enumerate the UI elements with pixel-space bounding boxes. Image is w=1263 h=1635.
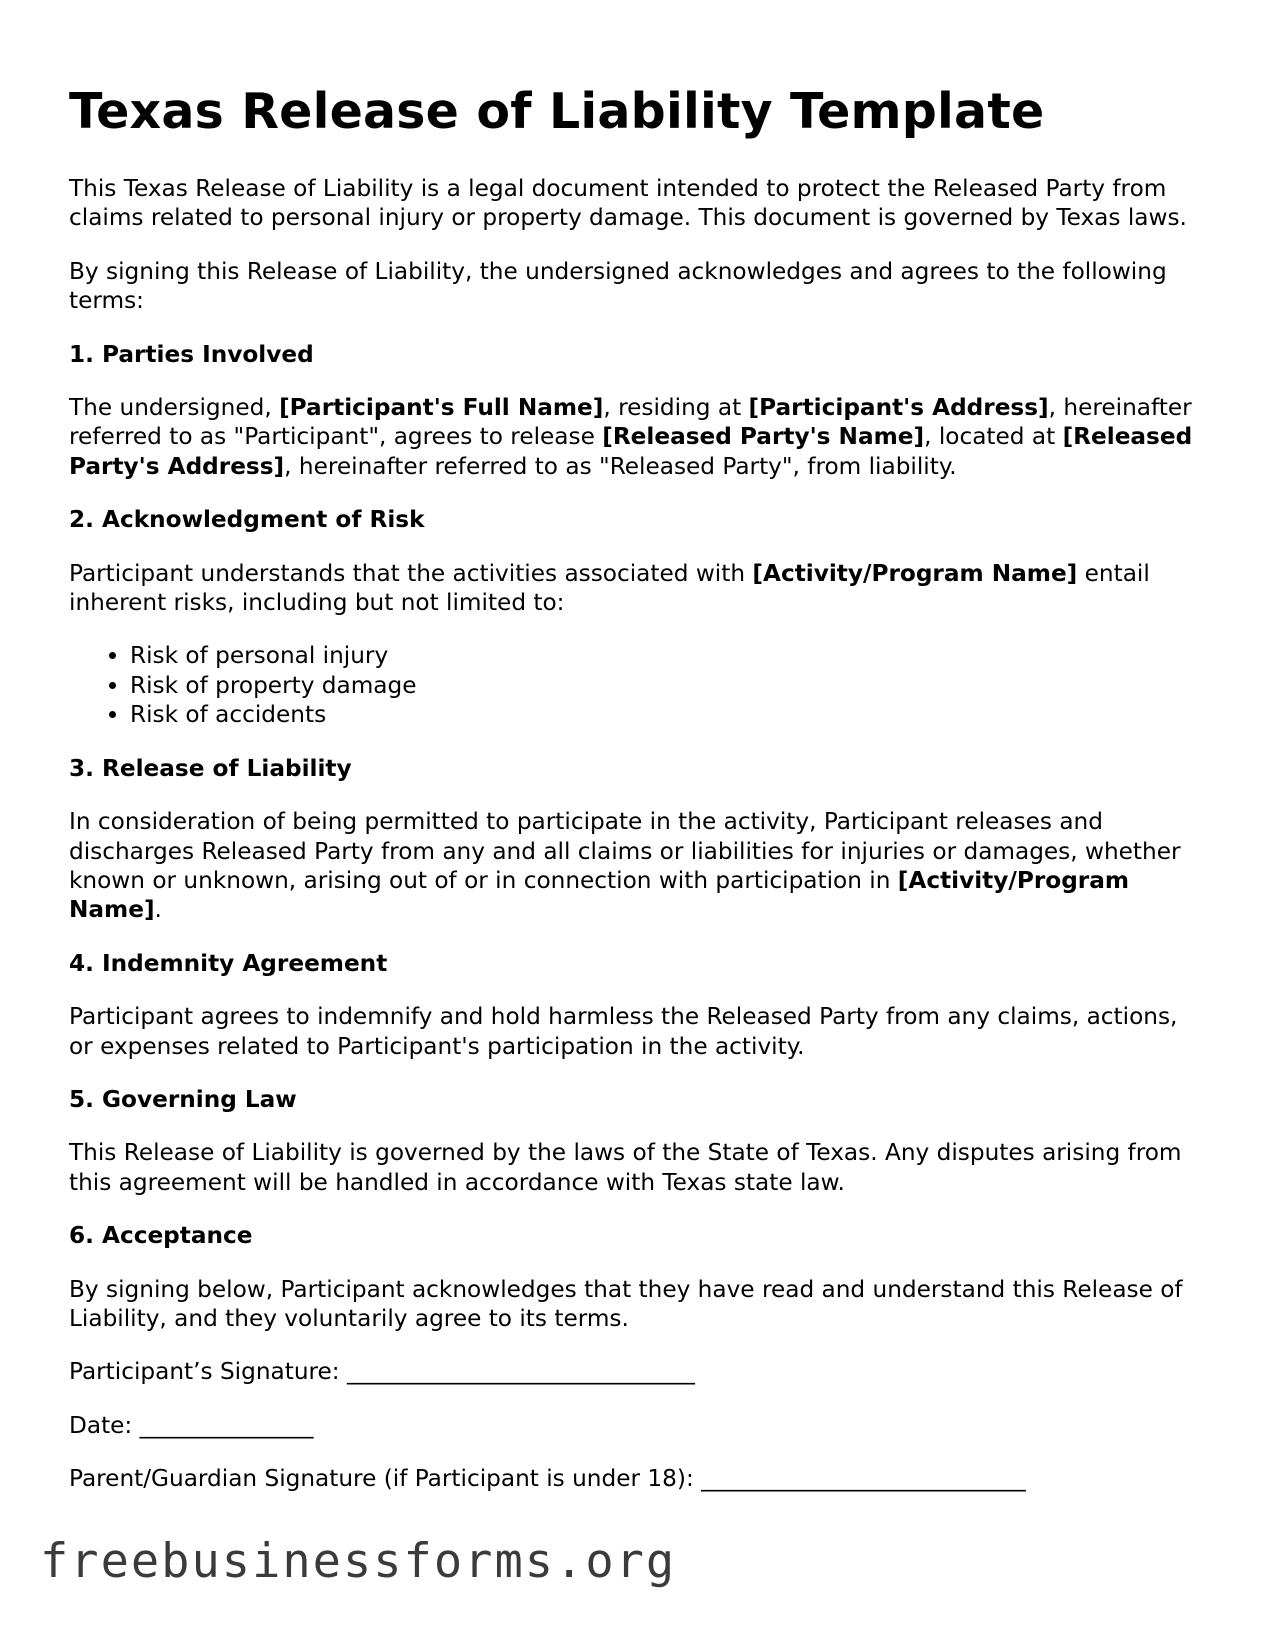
- participant-signature-line[interactable]: Participant’s Signature: ______________________________: [69, 1358, 695, 1386]
- release-paragraph: In consideration of being permitted to participate in the activity, Participant releases and discharges Released Party from any and all claims or liabilities for injuries or damages, whether known or unknown, arising out of or in connection with participation in [Activity/Program Name].: [69, 808, 1181, 924]
- section-heading: 3. Release of Liability: [69, 754, 352, 782]
- section-indemnity-agreement: [69, 949, 1199, 1061]
- indemnity-paragraph: Participant agrees to indemnify and hold harmless the Released Party from any claims, actions, or expenses related to Participant's participation in the activity.: [69, 1003, 1178, 1060]
- guardian-signature-line[interactable]: Parent/Guardian Signature (if Participant is under 18): ____________________________: [69, 1465, 1026, 1493]
- parties-paragraph: The undersigned, [Participant's Full Name], residing at [Participant's Address], hereinafter referred to as "Participant", agrees to release [Released Party's Name], located at [Released Party's Address], hereinafter referred to as "Released Party", from liability.: [69, 394, 1193, 480]
- section-heading: 1. Parties Involved: [69, 340, 314, 368]
- released-party-name-placeholder: [Released Party's Name]: [602, 423, 925, 451]
- activity-name-placeholder: [Activity/Program Name]: [752, 559, 1078, 587]
- acceptance-paragraph: By signing below, Participant acknowledges that they have read and understand this Release of Liability, and they voluntarily agree to its terms.: [69, 1275, 1183, 1332]
- agreement-lead-paragraph: By signing this Release of Liability, the undersigned acknowledges and agrees to the following terms:: [69, 257, 1167, 315]
- governing-law-paragraph: This Release of Liability is governed by the laws of the State of Texas. Any disputes arising from this agreement will be handled in accordance with Texas state law.: [69, 1139, 1182, 1196]
- released-party-address-placeholder: [Released Party's Address]: [69, 423, 1193, 480]
- section-acknowledgment-of-risk: [69, 505, 1199, 729]
- section-parties-involved: [69, 340, 1199, 482]
- activity-name-placeholder: [Activity/Program Name]: [69, 866, 1130, 924]
- risk-paragraph: Participant understands that the activities associated with [Activity/Program Name] entail inherent risks, including but not limited to:: [69, 559, 1150, 617]
- signature-block: [69, 1357, 1199, 1493]
- document-page: [69, 84, 1199, 1518]
- intro-paragraph: This Texas Release of Liability is a legal document intended to protect the Released Party from claims related to personal injury or property damage. This document is governed by Texas laws.: [69, 175, 1187, 232]
- section-acceptance: [69, 1221, 1199, 1333]
- document-title: Texas Release of Liability Template: [69, 83, 1045, 140]
- list-item: • Risk of property damage: [130, 671, 1199, 700]
- risk-list: [69, 641, 1199, 729]
- participant-name-placeholder: [Participant's Full Name]: [279, 394, 604, 422]
- list-item: • Risk of accidents: [130, 700, 1199, 729]
- watermark: freebusinessforms.org: [40, 1534, 677, 1589]
- participant-address-placeholder: [Participant's Address]: [748, 394, 1049, 422]
- date-line[interactable]: Date: _______________: [69, 1411, 314, 1439]
- section-heading: 6. Acceptance: [69, 1222, 253, 1250]
- list-item: • Risk of personal injury: [130, 641, 1199, 670]
- section-heading: 2. Acknowledgment of Risk: [69, 506, 425, 534]
- section-governing-law: [69, 1085, 1199, 1197]
- section-release-of-liability: [69, 754, 1199, 925]
- section-heading: 5. Governing Law: [69, 1085, 297, 1113]
- section-heading: 4. Indemnity Agreement: [69, 949, 388, 977]
